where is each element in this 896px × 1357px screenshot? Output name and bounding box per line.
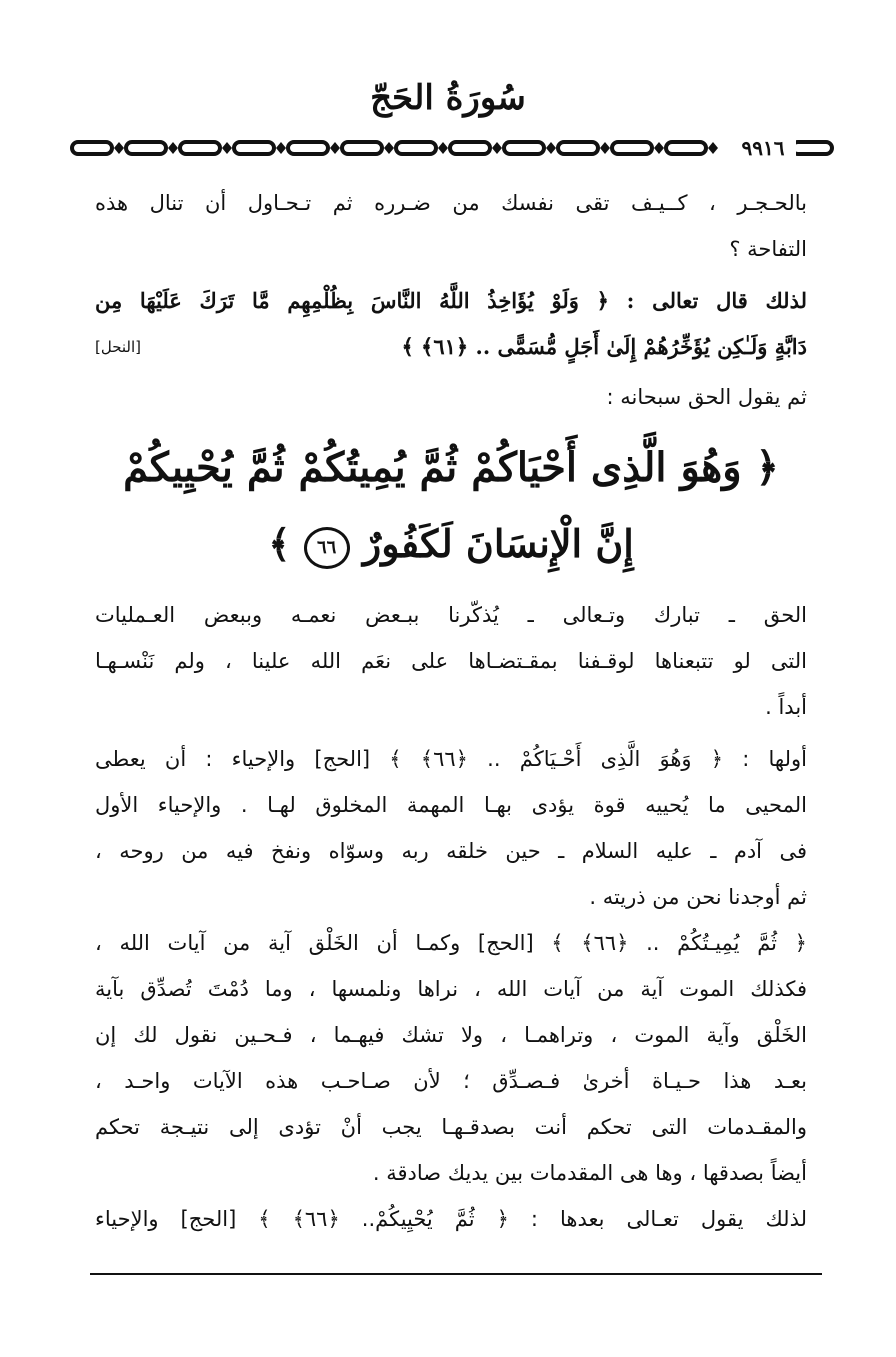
- body-text-2: [95, 592, 807, 1252]
- text-line: أولها : ﴿ وَهُوَ الَّذِى أَحْـيَاكُمْ .. ﴿٦٦﴾ ﴾ [الحج] والإحياء : أن يعطى: [95, 747, 807, 771]
- ayah-number-circle: ٦٦: [304, 527, 350, 569]
- text-line: بعـد هذا حـيـاة أخرىٰ فـصـدِّق ؛ لأن صـاحـب هذه الآيات واحـد ،: [95, 1069, 807, 1093]
- text-line: لذلك يقول تعـالى بعدها : ﴿ ثُمَّ يُحْيِيكُمْ.. ﴿٦٦﴾ ﴾ [الحج] والإحياء: [95, 1207, 807, 1231]
- text-line: الحق ـ تبارك وتـعالى ـ يُذكّرنا ببـعض نعمـه وببعض العـمليات: [95, 603, 807, 627]
- text-line: والمقـدمات التى تحكم أنت بصدقـهـا يجب أنْ تؤدى إلى نتيـجة تحكم: [95, 1115, 807, 1139]
- body-text: [95, 180, 807, 420]
- text-line: فكذلك الموت آية من آيات الله ، نراها ونلمسها ، وما دُمْتَ تُصدِّق بآية: [95, 977, 807, 1001]
- verse-line-2-text: إِنَّ الْإِنسَانَ لَكَفُورٌ: [362, 521, 634, 566]
- text-line: المحيى ما يُحييه قوة يؤدى بهـا المهمة المخلوق لهـا . والإحياء الأول: [95, 793, 807, 817]
- text-line: التى لو تتبعناها لوقـفنا بمقـتضـاها على نعَم الله علينا ، ولم نَنْسـهـا: [95, 649, 807, 673]
- verse-line-2: [95, 514, 807, 574]
- surah-title: سُورَةُ الحَجّ: [370, 78, 526, 118]
- page-number: ٩٩١٦: [730, 133, 796, 163]
- text-line: لذلك قال تعالى : ﴿ وَلَوْ يُؤَاخِذُ اللَّهُ النَّاسَ بِظُلْمِهِم مَّا تَرَكَ عَلَيْهَا مِن: [95, 288, 807, 313]
- text-line: أيضاً بصدقها ، وها هى المقدمات بين يديك صادقة .: [372, 1161, 807, 1185]
- text-line: الخَلْق وآية الموت ، وتراهمـا ، ولا تشك فيهـما ، فـحـين نقول لك إن: [95, 1023, 807, 1047]
- ornamental-chain-divider: [68, 133, 836, 163]
- text-line: ثم يقول الحق سبحانه :: [606, 385, 807, 409]
- verse-line-1: ﴿ وَهُوَ الَّذِى أَحْيَاكُمْ ثُمَّ يُمِيتُكُمْ ثُمَّ يُحْيِيكُمْ: [123, 444, 779, 491]
- text-line: بالحـجـر ، كــيـف تقى نفسك من ضـرره ثم تـحـاول أن تنال هذه: [95, 191, 807, 215]
- text-line: ﴿ ثُمَّ يُمِيـتُكُمْ .. ﴿٦٦﴾ ﴾ [الحج] وكمـا أن الخَلْق آية من آيات الله ،: [95, 931, 807, 955]
- text-line: ثم أوجدنا نحن من ذريته .: [589, 885, 807, 909]
- verse-close-bracket: ﴾: [268, 521, 291, 566]
- highlighted-verse: [95, 428, 807, 578]
- text-line: أبداً .: [765, 695, 807, 719]
- footer-rule: [90, 1273, 822, 1275]
- text-line: فى آدم ـ عليه السلام ـ حين خلقه ربه وسوّاه ونفخ فيه من روحه ،: [95, 839, 807, 863]
- text-line: التفاحة ؟: [729, 237, 807, 261]
- surah-reference: [النحل]: [95, 338, 142, 356]
- text-line: دَابَّةٍ وَلَـٰكِن يُؤَخِّرُهُمْ إِلَىٰ أَجَلٍ مُّسَمًّى .. ﴿٦١﴾ ﴾: [401, 334, 807, 359]
